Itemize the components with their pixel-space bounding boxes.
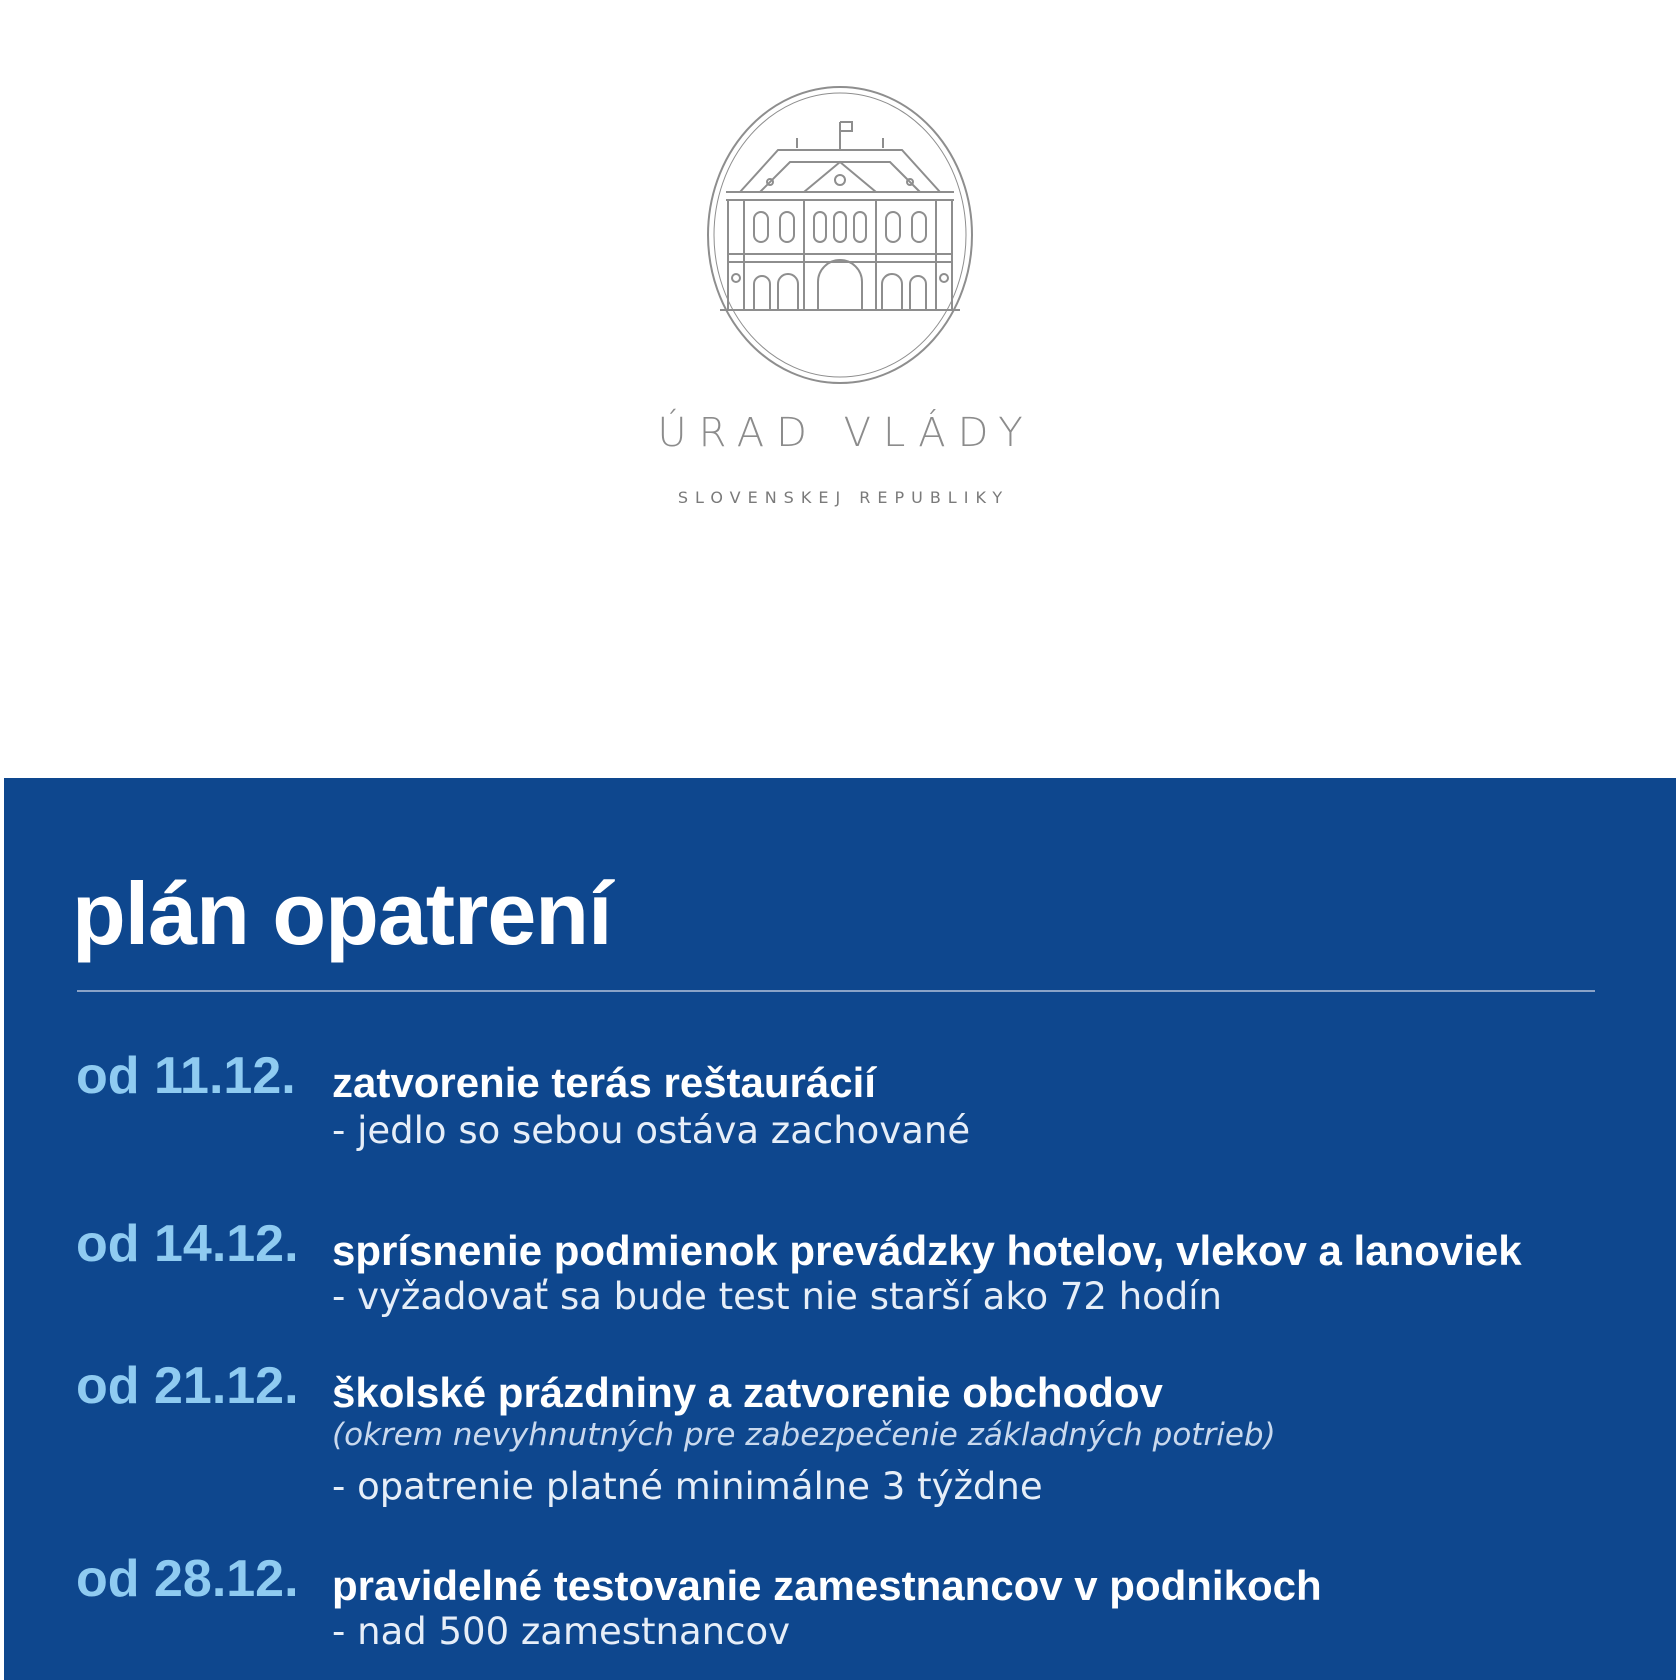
measure-date: od 21.12. [76,1357,299,1415]
measure-date: od 14.12. [76,1215,299,1273]
measure-note: - jedlo so sebou ostáva zachované [332,1109,971,1152]
measure-note: - vyžadovať sa bude test nie starší ako 72 hodín [332,1275,1223,1318]
org-name: ÚRAD VLÁDY [657,410,1035,456]
divider [77,990,1595,992]
measure-note: - nad 500 zamestnancov [332,1610,791,1653]
government-building-emblem [700,78,980,392]
measure-date: od 28.12. [76,1550,299,1608]
measure-note: - opatrenie platné minimálne 3 týždne [332,1465,1043,1508]
org-subtitle: SLOVENSKEJ REPUBLIKY [677,488,1010,507]
page-title: plán opatrení [72,864,612,963]
measure-exception-note: (okrem nevyhnutných pre zabezpečenie základných potrieb) [332,1417,1276,1453]
measure-date: od 11.12. [76,1047,296,1105]
header-area [0,0,1680,774]
measure-title: sprísnenie podmienok prevádzky hotelov, vlekov a lanoviek [332,1227,1522,1274]
measure-title: zatvorenie terás reštaurácií [332,1059,876,1106]
measure-title: pravidelné testovanie zamestnancov v podnikoch [332,1562,1322,1609]
measure-title: školské prázdniny a zatvorenie obchodov [332,1369,1163,1416]
